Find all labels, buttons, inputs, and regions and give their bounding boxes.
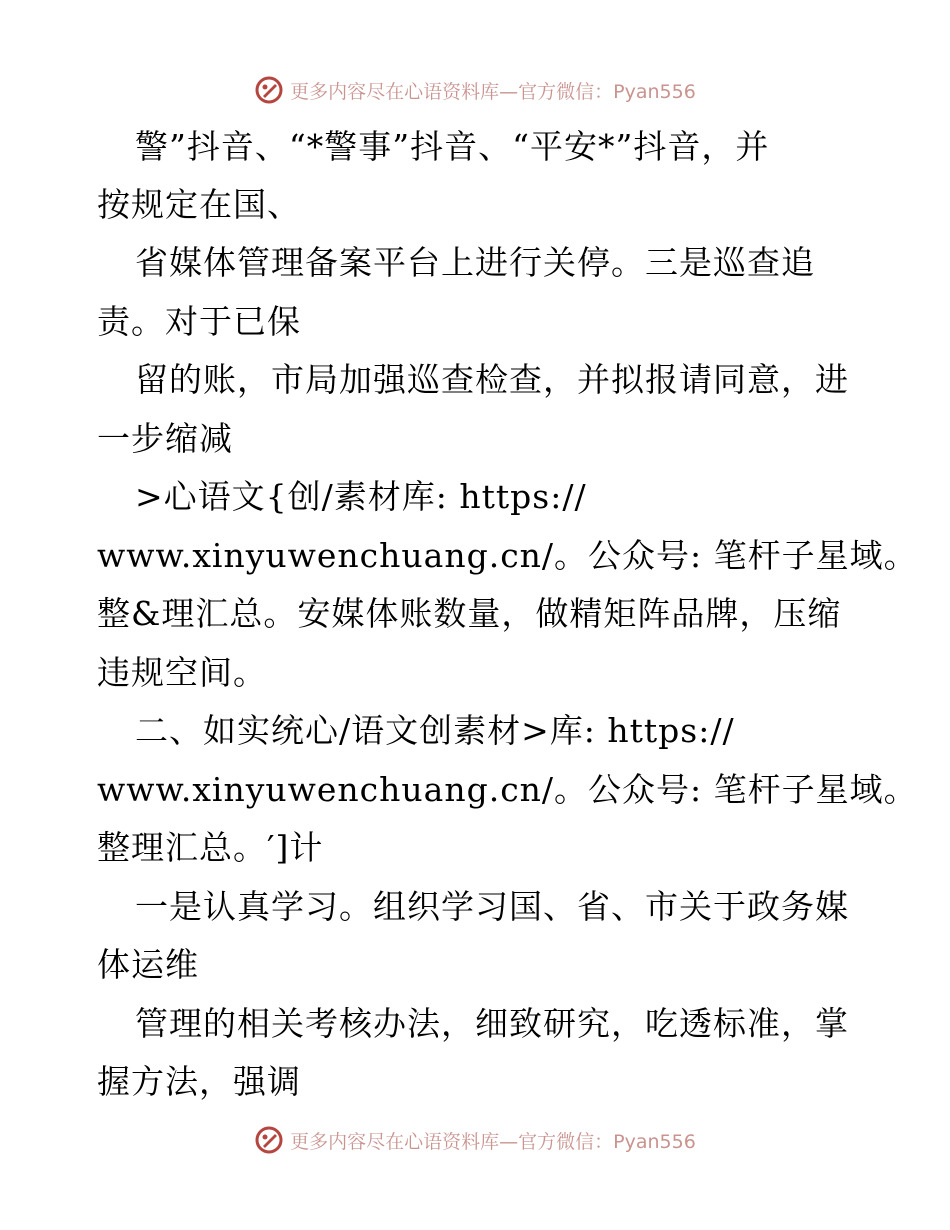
footer-banner	[0, 1120, 950, 1160]
pen-seal-icon	[254, 1125, 284, 1155]
footer-banner-text: 更多内容尽在心语资料库—官方微信：Pyan556	[290, 1130, 696, 1153]
text-line: 一步缩减	[97, 419, 233, 458]
text-line: 按规定在国、	[97, 185, 301, 224]
text-line: 留的账，市局加强巡查检查，并拟报请同意，进	[135, 360, 849, 399]
text-line: 体运维	[97, 945, 199, 984]
text-line: 警”抖音、“*警事”抖音、“平安*”抖音，并	[135, 127, 770, 166]
text-line: 省媒体管理备案平台上进行关停。三是巡查追	[135, 243, 815, 282]
text-line: 一是认真学习。组织学习国、省、市关于政务媒	[135, 887, 849, 926]
text-line: 管理的相关考核办法，细致研究，吃透标准，掌	[135, 1004, 849, 1043]
text-line: 整&理汇总。安媒体账数量，做精矩阵品牌，压缩	[97, 594, 842, 633]
text-line: www.xinyuwenchuang.cn/。公众号: 笔杆子星域。	[97, 770, 918, 809]
header-banner-text: 更多内容尽在心语资料库—官方微信：Pyan556	[290, 80, 696, 103]
text-line: 整理汇总。′]计	[97, 828, 324, 867]
text-line: 责。对于已保	[97, 302, 301, 341]
text-line: 二、如实统心/语文创素材>库: https://	[135, 711, 735, 750]
text-line: www.xinyuwenchuang.cn/。公众号: 笔杆子星域。	[97, 536, 918, 575]
text-line: 违规空间。	[97, 653, 267, 692]
text-line: 握方法，强调	[97, 1062, 301, 1101]
text-line: >心语文{创/素材库: https://	[135, 477, 587, 516]
